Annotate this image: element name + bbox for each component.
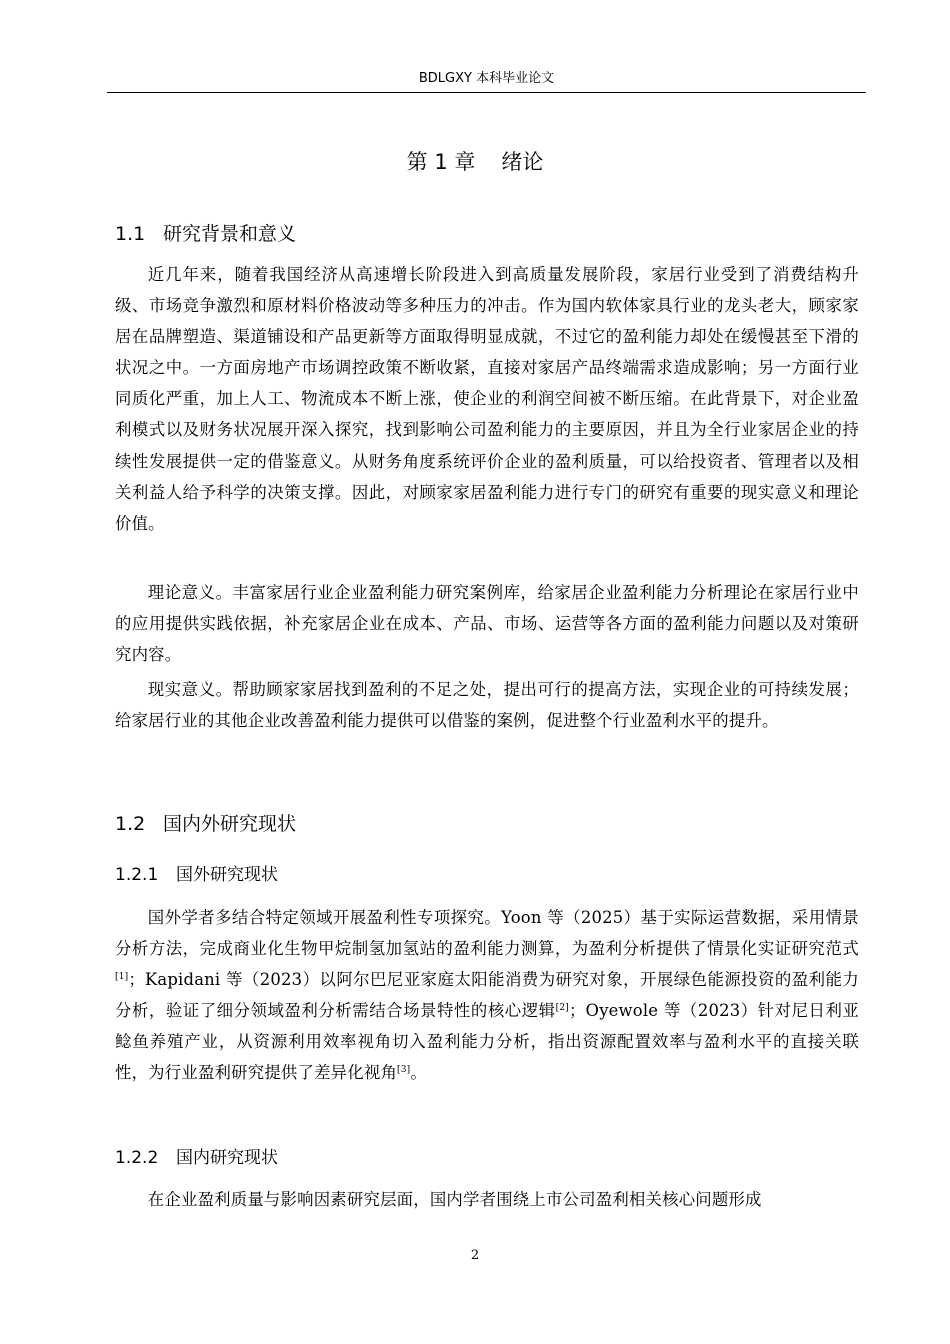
section-heading-1-2 [115,810,296,838]
subsection-title: 国外研究现状 [176,865,278,885]
citation-ref: [3] [397,1065,411,1076]
paragraph-foreign-research [115,902,859,1089]
paragraph-domestic-research: 在企业盈利质量与影响因素研究层面，国内学者围绕上市公司盈利相关核心问题形成 [147,1190,762,1209]
chapter-name: 绪论 [501,150,544,174]
header-rule [107,92,866,93]
chapter-number: 第 1 章 [406,150,476,174]
subsection-number: 1.2.1 [115,865,159,885]
chapter-title [0,146,950,178]
text-run: ；Oyewole 等（2023）针对尼日利亚鲶鱼养殖产业，从资源利用效率视角切入盈利能力分析，指出资源配置效率与盈利水平的直接关联性，为行业盈利研究提供了差异化视角 [115,1001,859,1083]
text-run: ；Kapidani 等（2023）以阿尔巴尼亚家庭太阳能消费为研究对象，开展绿色能源投资的盈利能力分析，验证了细分领域盈利分析需结合场景特性的核心逻辑 [115,970,859,1021]
paragraph-theory: 理论意义。丰富家居行业企业盈利能力研究案例库，给家居企业盈利能力分析理论在家居行业中的应用提供实践依据，补充家居企业在成本、产品、市场、运营等各方面的盈利能力问题以及对策研究内容。 [115,583,859,665]
subsection-heading-1-2-2 [115,1145,278,1171]
text-run: 国外学者多结合特定领域开展盈利性专项探究。Yoon 等（2025）基于实际运营数据，采用情景分析方法，完成商业化生物甲烷制氢加氢站的盈利能力测算，为盈利分析提供了情景化实证研究范式 [115,908,859,959]
page-header: BDLGXY 本科毕业论文 [418,71,555,86]
subsection-number: 1.2.2 [115,1148,159,1168]
citation-ref: [1] [115,972,129,983]
citation-ref: [2] [555,1003,569,1014]
section-heading-1-1 [115,220,296,248]
paragraph-practice: 现实意义。帮助顾家家居找到盈利的不足之处，提出可行的提高方法，实现企业的可持续发展；给家居行业的其他企业改善盈利能力提供可以借鉴的案例，促进整个行业盈利水平的提升。 [115,680,859,731]
section-number: 1.2 [115,813,146,835]
section-title: 国内外研究现状 [163,813,297,835]
subsection-heading-1-2-1 [115,862,278,888]
section-number: 1.1 [115,223,146,245]
paragraph-background: 近几年来，随着我国经济从高速增长阶段进入到高质量发展阶段，家居行业受到了消费结构升级、市场竞争激烈和原材料价格波动等多种压力的冲击。作为国内软体家具行业的龙头老大，顾家家居在品牌塑造、渠道铺设和产品更新等方面取得明显成就，不过它的盈利能力却处在缓慢甚至下滑的状况之中。一方面房地产市场调控政策不断收紧，直接对家居产品终端需求造成影响；另一方面行业同质化严重，加上人工、物流成本不断上涨，使企业的利润空间被不断压缩。在此背景下，对企业盈利模式以及财务状况展开深入探究，找到影响公司盈利能力的主要原因，并且为全行业家居企业的持续性发展提供一定的借鉴意义。从财务角度系统评价企业的盈利质量，可以给投资者、管理者以及相关利益人给予科学的决策支撑。因此，对顾家家居盈利能力进行专门的研究有重要的现实意义和理论价值。 [115,265,859,533]
subsection-title: 国内研究现状 [176,1148,278,1168]
text-run: 。 [410,1063,427,1083]
section-title: 研究背景和意义 [163,223,297,245]
page-number: 2 [470,1248,480,1263]
